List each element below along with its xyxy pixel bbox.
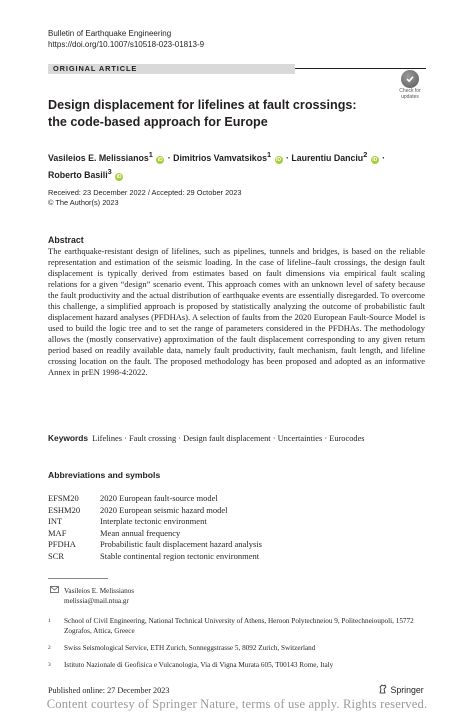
author-name[interactable]: Laurentiu Danciu	[291, 152, 364, 163]
header-rule	[295, 68, 426, 69]
abstract-heading: Abstract	[48, 235, 84, 245]
keywords-text: Lifelines · Fault crossing · Design fault displacement · Uncertainties · Eurocodes	[92, 434, 365, 443]
author-name[interactable]: Vasileios E. Melissianos	[48, 152, 149, 163]
abbreviation-row: PFDHA Probabilistic fault displacement hazard analysis	[48, 539, 262, 550]
article-type-bar: ORIGINAL ARTICLE	[48, 64, 295, 74]
abbreviation-row: ESHM20 2020 European seismic hazard model	[48, 504, 228, 515]
doi-link[interactable]: https://doi.org/10.1007/s10518-023-01813-9	[48, 39, 205, 49]
received-accepted-dates: Received: 23 December 2022 / Accepted: 29 October 2023	[48, 188, 242, 197]
abbreviation-row: INT Interplate tectonic environment	[48, 516, 207, 527]
journal-name: Bulletin of Earthquake Engineering	[48, 29, 172, 38]
envelope-icon	[50, 586, 64, 596]
springer-logo: Springer	[378, 684, 424, 695]
affiliation-2: 2 Swiss Seismological Service, ETH Zurich, Sonneggstrasse 5, 8092 Zurich, Switzerland	[48, 644, 316, 652]
copyright-line: © The Author(s) 2023	[48, 198, 119, 207]
affiliation-3: 3 Istituto Nazionale di Geofisica e Vulcanologia, Via di Vigna Murata 605, T00143 Rome, Italy	[48, 661, 334, 669]
journal-header	[48, 29, 204, 50]
article-title	[48, 97, 408, 130]
contact-email[interactable]: melissia@mail.ntua.gr	[64, 597, 129, 605]
keywords	[48, 433, 425, 444]
published-online: Published online: 27 December 2023	[48, 686, 170, 695]
keywords-label: Keywords	[48, 433, 89, 443]
orcid-icon[interactable]: iD	[116, 173, 122, 180]
courtesy-watermark: Content courtesy of Springer Nature, terms of use apply. Rights reserved.	[46, 697, 428, 711]
abbreviation-row: SCR Stable continental region tectonic environment	[48, 550, 260, 561]
orcid-icon[interactable]: iD	[157, 156, 163, 163]
title-line-1: Design displacement for lifelines at fault crossings:	[48, 98, 357, 112]
title-line-2: the code-based approach for Europe	[48, 114, 268, 129]
abbreviation-row: MAF Mean annual frequency	[48, 527, 181, 538]
abstract-text: The earthquake-resistant design of lifelines, such as pipelines, tunnels and bridges, is based on the reliable representation and estimation of the seismic loading. In the case of lifeline–fault crossings, the design fault displacement is typically derived from estimates based on fault dimensions via empirical fault scaling relations for a given “design” scenario event. This approach comes with an unknown level of safety because the fault productivity and the actual distribution of earthquake events are essentially disregarded. To overcome this challenge, a simplified approach is proposed by statistically analyzing the outcome of probabilistic fault displacement hazard analyses (PFDHAs). A selection of faults from the 2020 European Fault-Source Model is used to build the logic tree and to set the range of parameters considered in the PFDHAs. The methodology allows the (mostly conservative) approximation of the fault displacement corresponding to any given return period based on readily available data, namely fault productivity, fault mechanism, fault length, and lifeline crossing location on the fault. The proposed methodology has been proposed and adopted as an informative Annex in prEN 1998-4:2022.	[48, 246, 425, 377]
orcid-icon[interactable]: iD	[372, 156, 378, 163]
check-updates-label: Check for updates	[399, 88, 421, 100]
contact-name: Vasileios E. Melissianos	[64, 587, 135, 595]
footnote-rule	[48, 578, 108, 579]
article-dates	[48, 188, 242, 208]
author-name[interactable]: Roberto Basili	[48, 169, 108, 180]
author-name[interactable]: Dimitrios Vamvatsikos	[173, 152, 267, 163]
check-updates-icon	[401, 70, 419, 88]
abbreviations-table	[48, 493, 262, 563]
abbreviation-row: EFSM20 2020 European fault-source model	[48, 493, 218, 503]
affiliation-1: 1 School of Civil Engineering, National Technical University of Athens, Heroon Polytechneiou 9, Politechneioupoli, 15772 Zografos, Attica, Greece	[48, 617, 414, 635]
orcid-icon[interactable]: iD	[276, 156, 281, 163]
corresponding-author	[50, 586, 134, 606]
abbreviations-heading: Abbreviations and symbols	[48, 470, 161, 480]
springer-horse-icon	[378, 684, 388, 694]
check-for-updates-badge[interactable]	[394, 70, 426, 100]
author-list: Vasileios E. Melissianos$^1$ iD · Dimitrios Vamvatsikos$^1$ iD · Laurentiu Danciu$^2$ iD · Roberto Basili$^3$ iD	[48, 150, 386, 180]
